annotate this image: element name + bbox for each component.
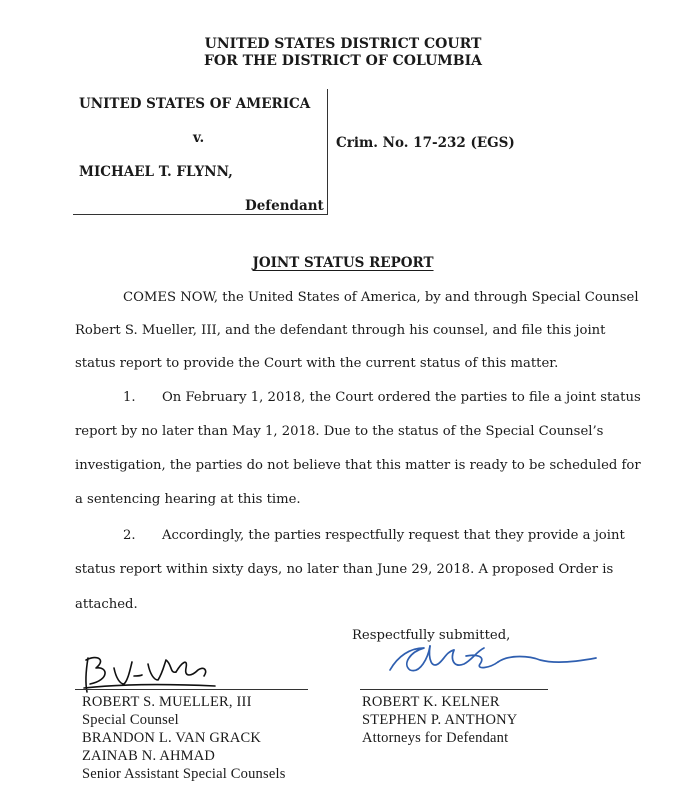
caption-vertical-rule <box>327 89 328 214</box>
right-signature-line <box>360 689 548 690</box>
paragraph-line: investigation, the parties do not believe that this matter is ready to be scheduled for <box>75 458 641 473</box>
signatory-line: ZAINAB N. AHMAD <box>82 748 216 764</box>
intro-line: Robert S. Mueller, III, and the defendant through his counsel, and file this joint <box>75 323 606 338</box>
signatory-line: ROBERT S. MUELLER, III <box>82 694 252 710</box>
signatory-line: BRANDON L. VAN GRACK <box>82 730 262 746</box>
defendant-role: Defendant <box>245 198 324 214</box>
closing: Respectfully submitted, <box>352 628 511 643</box>
signatory-line: Special Counsel <box>82 712 179 728</box>
signature-kelner-icon <box>380 634 600 684</box>
versus: v. <box>193 130 205 146</box>
case-number: Crim. No. 17-232 (EGS) <box>336 135 515 151</box>
court-district: FOR THE DISTRICT OF COLUMBIA <box>203 53 483 69</box>
signatory-line: Attorneys for Defendant <box>362 730 509 746</box>
signatory-line: STEPHEN P. ANTHONY <box>362 712 518 728</box>
paragraph-line: Accordingly, the parties respectfully request that they provide a joint <box>162 528 625 543</box>
plaintiff-name: UNITED STATES OF AMERICA <box>79 96 311 112</box>
paragraph-line: status report within sixty days, no later than June 29, 2018. A proposed Order is <box>75 562 614 577</box>
signatory-line: Senior Assistant Special Counsels <box>82 766 286 782</box>
paragraph-line: attached. <box>75 597 138 612</box>
court-name: UNITED STATES DISTRICT COURT <box>204 36 482 52</box>
paragraph-number: 1. <box>123 390 136 405</box>
paragraph-number: 2. <box>123 528 136 543</box>
signatory-line: ROBERT K. KELNER <box>362 694 500 710</box>
intro-line: COMES NOW, the United States of America, by and through Special Counsel <box>123 290 639 305</box>
intro-line: status report to provide the Court with the current status of this matter. <box>75 356 559 371</box>
defendant-name: MICHAEL T. FLYNN, <box>79 164 233 180</box>
caption-bottom-rule <box>73 214 328 215</box>
document-title: JOINT STATUS REPORT <box>252 255 434 271</box>
paragraph-line: On February 1, 2018, the Court ordered the parties to file a joint status <box>162 390 641 405</box>
left-signature-line <box>75 689 308 690</box>
paragraph-line: a sentencing hearing at this time. <box>75 492 301 507</box>
paragraph-line: report by no later than May 1, 2018. Due to the status of the Special Counsel’s <box>75 424 604 439</box>
